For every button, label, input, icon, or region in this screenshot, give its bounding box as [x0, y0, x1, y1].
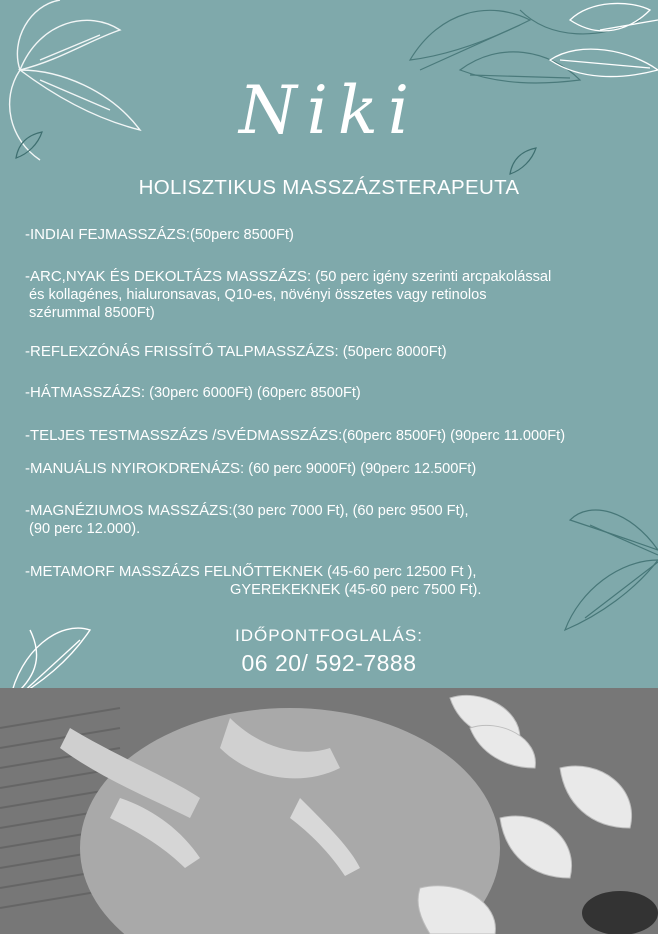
service-details-line: szérummal 8500Ft) — [29, 305, 155, 321]
service-details-line: és kollagénes, hialuronsavas, Q10-es, növényi összetes vagy retinolos — [29, 287, 487, 303]
service-item — [25, 268, 655, 322]
service-details: (50perc 8500Ft) — [190, 227, 294, 243]
service-name: -TELJES TESTMASSZÁZS /SVÉDMASSZÁZS: — [25, 427, 343, 444]
service-item — [25, 460, 655, 478]
service-name: -MAGNÉZIUMOS MASSZÁZS: — [25, 502, 233, 519]
service-details: (30 perc 7000 Ft), (60 perc 9500 Ft), — [232, 503, 469, 519]
service-name: -ARC,NYAK ÉS DEKOLTÁZS MASSZÁZS: — [25, 268, 312, 285]
service-details: (60perc 8500Ft) (90perc 11.000Ft) — [342, 428, 566, 444]
service-item — [25, 427, 655, 445]
page-subtitle: HOLISZTIKUS MASSZÁZSTERAPEUTA — [138, 176, 520, 199]
booking-phone[interactable]: 06 20/ 592-7888 — [241, 650, 417, 676]
service-name: -REFLEXZÓNÁS FRISSÍTŐ TALPMASSZÁZS: — [25, 343, 339, 360]
service-item — [25, 502, 655, 538]
massage-photo-icon — [0, 688, 658, 934]
service-item — [25, 343, 655, 361]
service-details: (45-60 perc 12500 Ft ), — [327, 564, 477, 580]
brand-name: Niki — [239, 72, 419, 149]
massage-photo — [0, 688, 658, 934]
service-name: -INDIAI FEJMASSZÁZS: — [25, 226, 191, 243]
service-details: (50 perc igény szerinti arcpakolással — [315, 269, 552, 285]
service-details: (30perc 6000Ft) (60perc 8500Ft) — [149, 385, 361, 401]
leaf-icon — [508, 146, 538, 176]
service-details: (60 perc 9000Ft) (90perc 12.500Ft) — [248, 461, 477, 477]
service-name: -HÁTMASSZÁZS: — [25, 384, 146, 401]
service-name: -METAMORF MASSZÁZS FELNŐTTEKNEK — [25, 563, 324, 580]
booking-label: IDŐPONTFOGLALÁS: — [235, 626, 423, 645]
service-item — [25, 226, 655, 244]
service-item — [25, 384, 655, 402]
service-details-line: GYEREKEKNEK (45-60 perc 7500 Ft). — [230, 582, 482, 598]
service-name: -MANUÁLIS NYIROKDRENÁZS: — [25, 460, 245, 477]
service-item — [25, 563, 655, 599]
service-details: (50perc 8000Ft) — [342, 344, 447, 360]
service-details-line: (90 perc 12.000). — [29, 521, 141, 537]
